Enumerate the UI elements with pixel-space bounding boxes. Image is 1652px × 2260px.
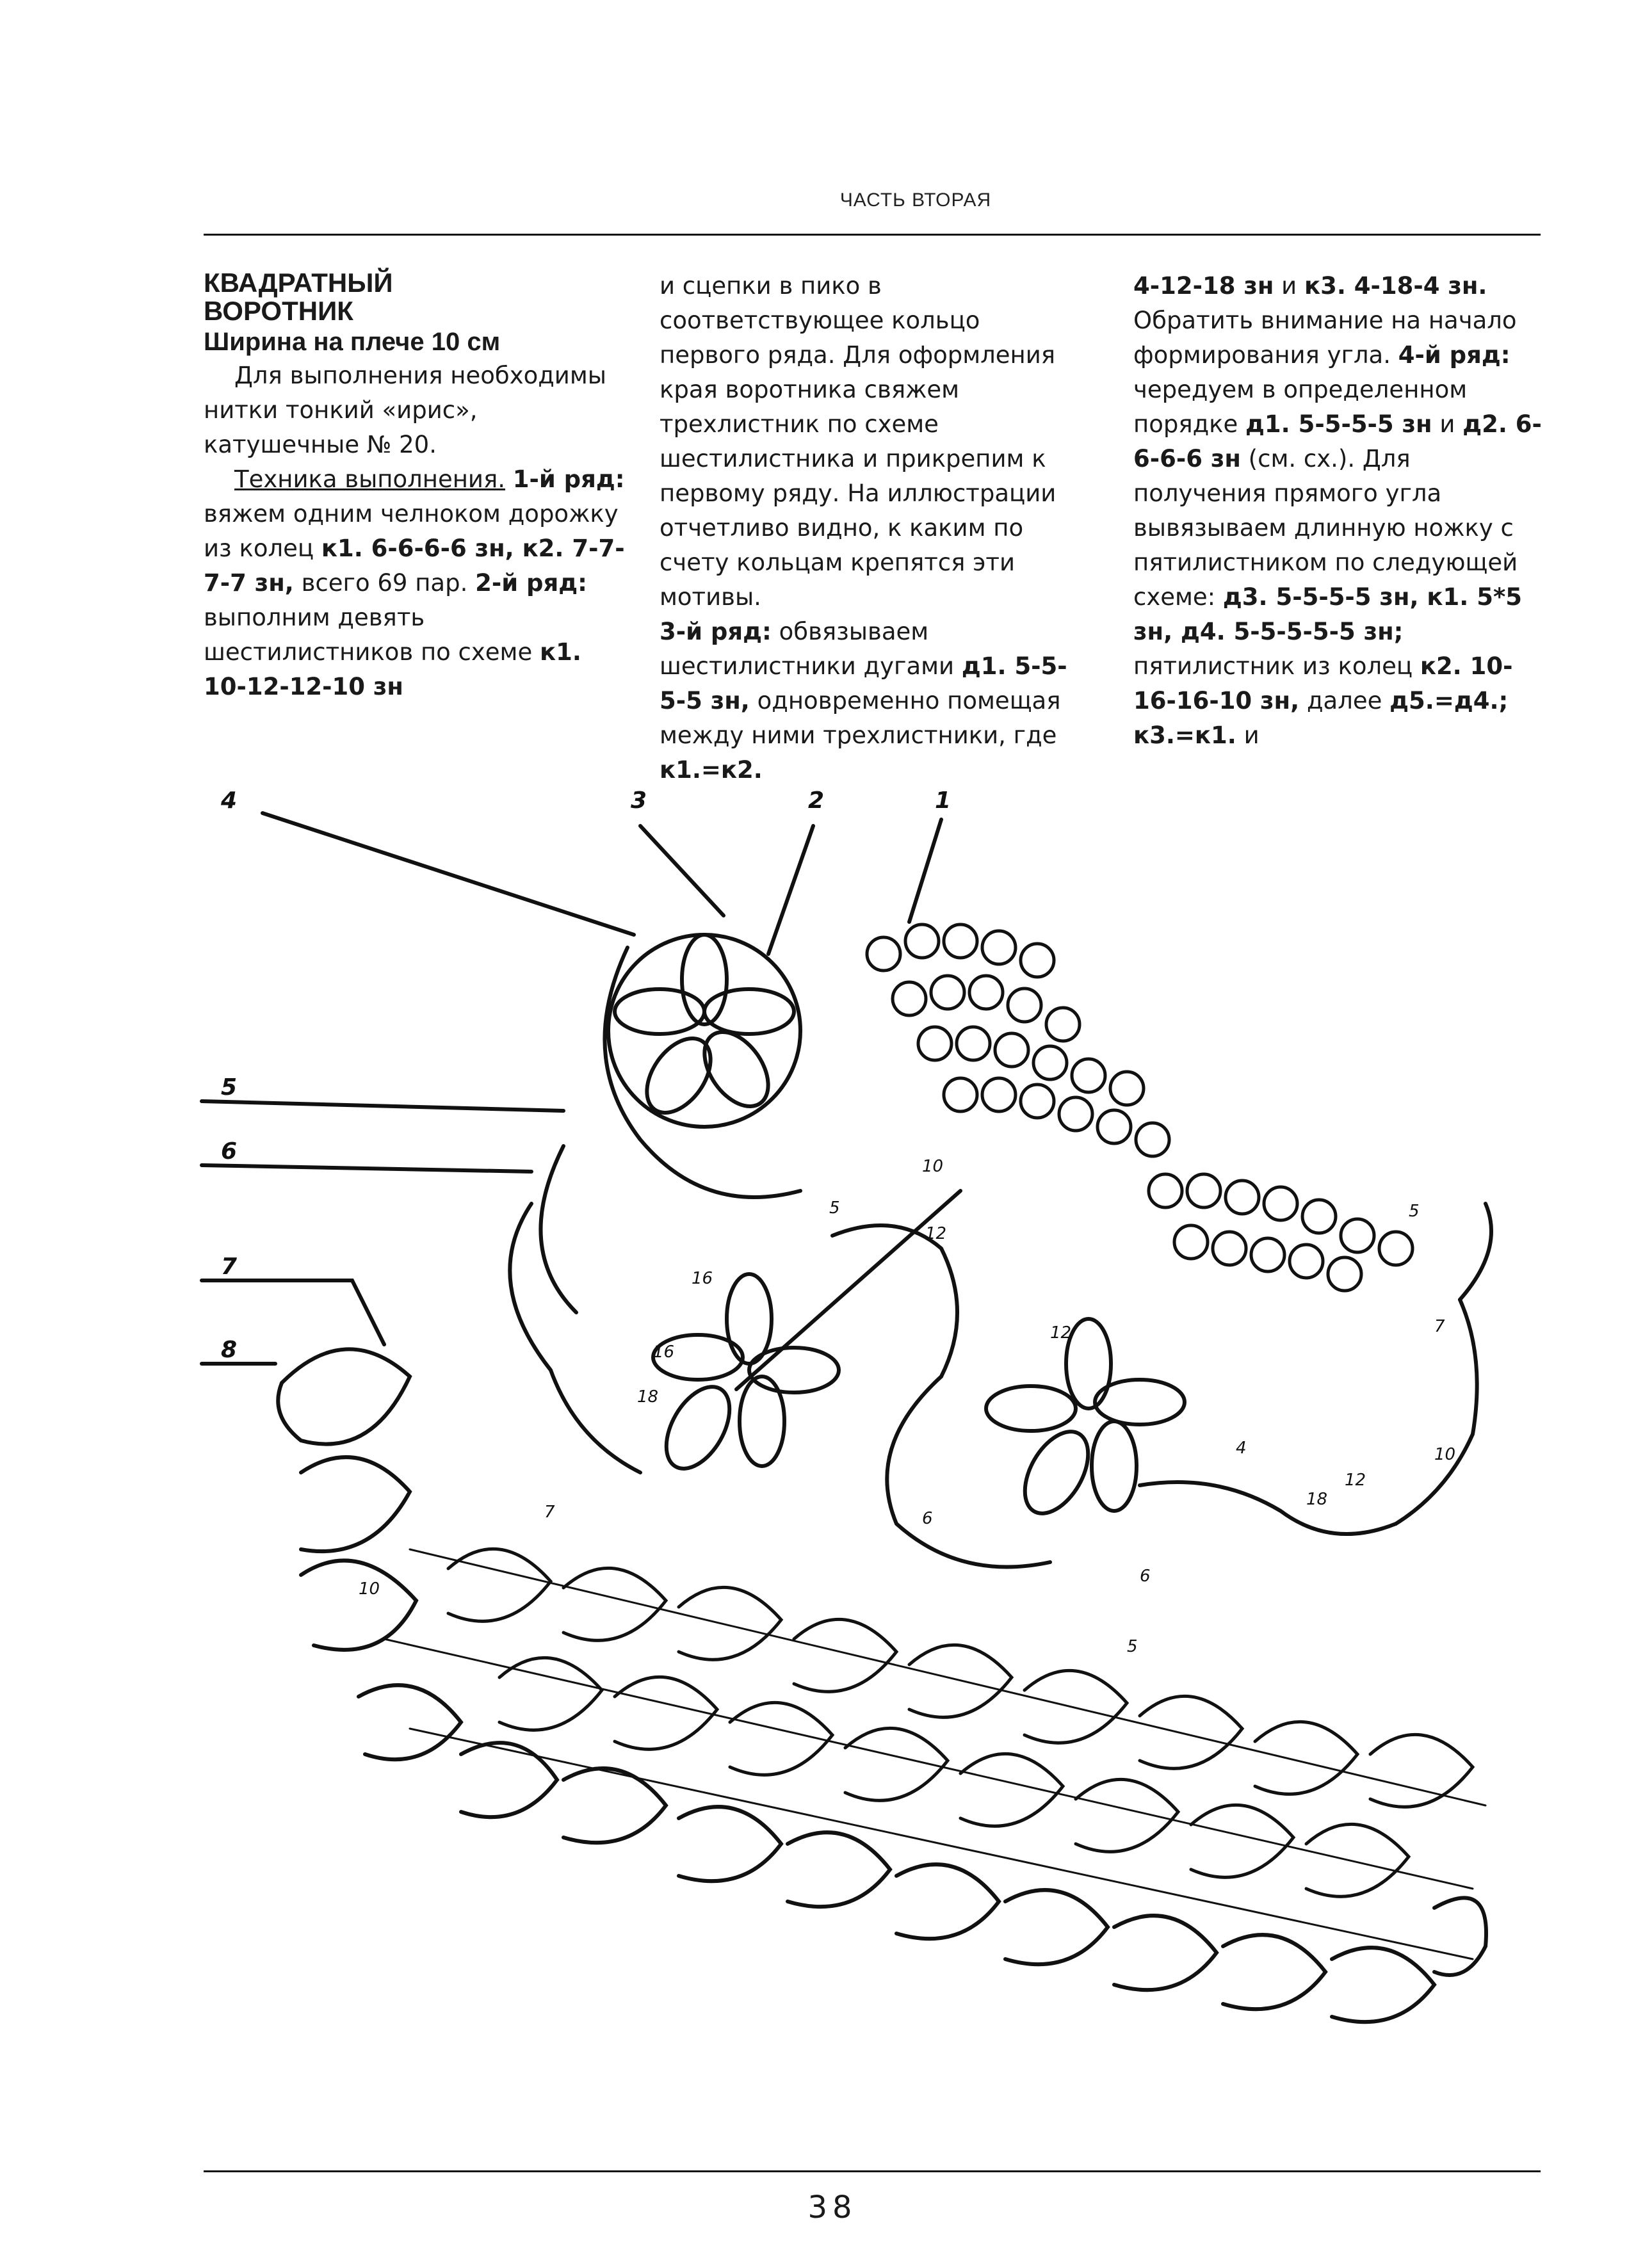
conj-and-2: и: [1439, 410, 1455, 438]
conj-and: и: [1281, 272, 1297, 300]
callout-arrow-3: [640, 826, 724, 916]
upper-flower-motif: [608, 935, 800, 1127]
callout-arrow-7: [202, 1280, 384, 1344]
count-label: 10: [359, 1579, 380, 1599]
row-3-text: обвязываем шестилистники дугами: [660, 618, 955, 680]
callout-label-3: 3: [631, 787, 647, 814]
row-2-text: выполним девять шестилистников по схеме: [204, 604, 533, 666]
count-label: 18: [1306, 1490, 1328, 1509]
materials-paragraph: Для выполнения необходимы нитки тонкий «ирис», катушечные № 20.: [204, 362, 606, 458]
row-4-text: чередуем в определенном порядке: [1133, 376, 1468, 438]
lower-edge-loops: [278, 1349, 1486, 2022]
row-2-label: 2-й ряд:: [475, 569, 587, 597]
row-4-text-2: (см. сх.). Для получения прямого угла вывязываем длинную ножку с пятилистником по следующей схеме:: [1133, 445, 1518, 611]
count-label: 7: [544, 1503, 555, 1522]
callout-label-4: 4: [221, 787, 238, 814]
callout-arrow-5: [202, 1101, 563, 1111]
count-label: 16: [692, 1269, 713, 1288]
running-head: ЧАСТЬ ВТОРАЯ: [839, 190, 992, 211]
count-label: 5: [1127, 1637, 1138, 1656]
row-1-rings: к1. 6-6-6-6 зн, к2. 7-7-7-7 зн,: [204, 535, 625, 597]
count-label: 4: [1236, 1439, 1247, 1458]
count-label: 16: [653, 1343, 675, 1362]
ring-k2-values: 4-12-18 зн: [1133, 272, 1274, 300]
callout-arrow-1: [909, 819, 941, 922]
count-label: 12: [1050, 1323, 1072, 1343]
count-label: 6: [922, 1509, 933, 1528]
row-2-continued: и сцепки в пико в соответствующее кольцо первого ряда. Для оформления края воротника свяжем трехлистник по схеме шестилистника и прикрепим к первому ряду. На иллюстрации отчетливо видно, к каким по счету кольцам крепятся эти мотивы.: [660, 272, 1057, 611]
article-title-line-2: ВОРОТНИК: [204, 296, 353, 326]
row-3-label: 3-й ряд:: [660, 618, 772, 645]
center-arrow: [736, 1191, 960, 1389]
row-1-total: всего 69 пар.: [301, 569, 468, 597]
row-4-tail: д5.=д4.; к3.=к1.: [1133, 687, 1509, 749]
chain-rings-row-1: [867, 924, 1413, 1291]
row-4-text-4: далее: [1306, 687, 1382, 714]
right-flower-motif: [986, 1319, 1185, 1524]
footer-rule: [204, 2170, 1541, 2172]
count-label: 18: [637, 1387, 659, 1407]
callout-arrow-6: [202, 1165, 531, 1172]
row-2-rings: к1. 10-12-12-10 зн: [204, 638, 581, 700]
row-1-label: 1-й ряд:: [512, 465, 625, 493]
callout-label-6: 6: [221, 1138, 238, 1165]
article-subtitle: Ширина на плече 10 см: [204, 328, 501, 356]
connecting-threads: [384, 1549, 1486, 1959]
row-4-scheme: д3. 5-5-5-5 зн, к1. 5*5 зн, д4. 5-5-5-5-5 зн;: [1133, 583, 1523, 645]
callout-label-8: 8: [221, 1337, 238, 1363]
callout-labels: [220, 787, 951, 1363]
row-4-text-3: пятилистник из колец: [1133, 652, 1413, 680]
row-4-text-5: и: [1243, 722, 1259, 749]
row-4-five-leaf: к2. 10-16-16-10 зн,: [1133, 652, 1513, 714]
count-label: 12: [1345, 1471, 1366, 1490]
count-label: 5: [829, 1199, 840, 1218]
count-label: 5: [1409, 1202, 1420, 1221]
callout-label-5: 5: [221, 1074, 238, 1101]
technique-lead: Техника выполнения.: [234, 465, 505, 493]
callout-arrow-2: [768, 826, 813, 954]
count-label: 7: [1434, 1317, 1445, 1336]
count-label: 10: [922, 1157, 944, 1176]
row-3-text-2: одновременно помещая между ними трехлистники, где: [660, 687, 1061, 749]
row-4-arc-d2: д2. 6-6-6-6 зн: [1133, 410, 1542, 472]
row-3-arcs: д1. 5-5-5-5 зн,: [660, 652, 1067, 714]
count-label: 6: [1140, 1567, 1151, 1586]
callout-label-7: 7: [221, 1254, 238, 1280]
corner-note: Обратить внимание на начало формирования угла.: [1133, 307, 1517, 369]
row-1-text: вяжем одним челноком дорожку из колец: [204, 500, 619, 562]
count-label: 10: [1434, 1445, 1456, 1464]
callout-arrow-4: [263, 813, 634, 935]
ring-k3-values: к3. 4-18-4 зн.: [1304, 272, 1487, 300]
article-title-line-1: КВАДРАТНЫЙ: [204, 268, 393, 298]
left-flower-motif: [653, 1274, 839, 1480]
callout-label-1: 1: [935, 787, 952, 814]
count-label: 12: [925, 1224, 947, 1243]
row-4-arc-d1: д1. 5-5-5-5 зн: [1245, 410, 1432, 438]
page-number: 38: [807, 2190, 857, 2225]
stitch-count-labels: [359, 1157, 1455, 1656]
callout-label-2: 2: [808, 787, 825, 814]
row-4-label: 4-й ряд:: [1398, 341, 1510, 369]
row-3-rings: к1.=к2.: [660, 756, 763, 784]
